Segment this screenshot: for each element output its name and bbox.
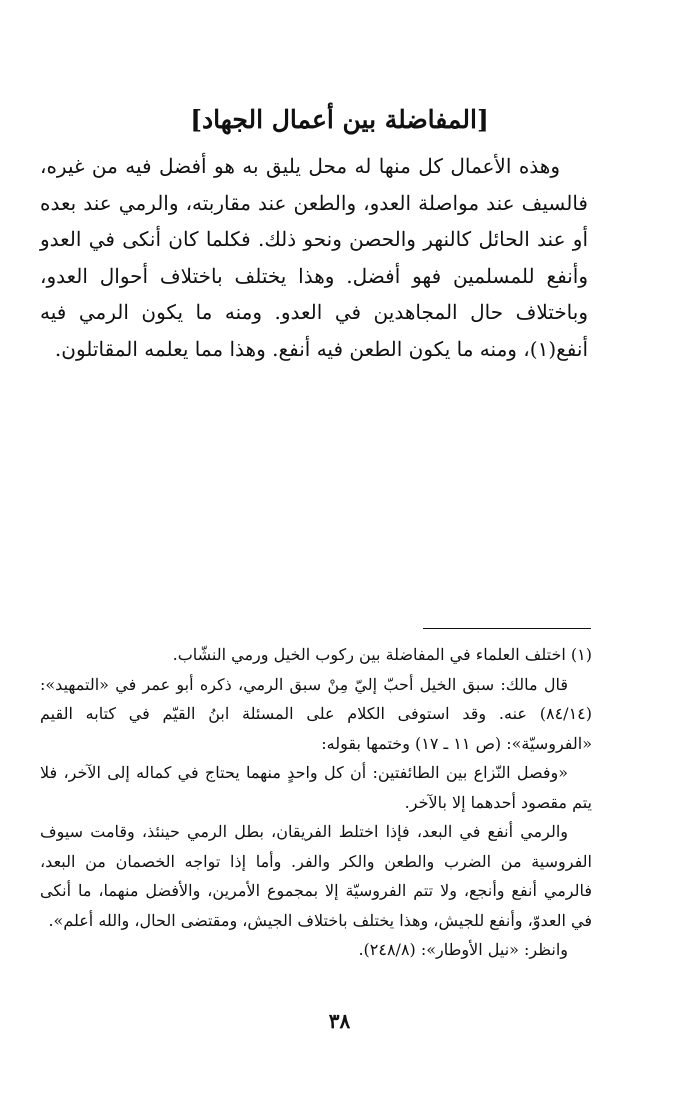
footnote-1: (١) اختلف العلماء في المفاضلة بين ركوب الخيل ورمي النشّاب. <box>172 645 592 664</box>
footnote-quote-continued: والرمي أنفع في البعد، فإذا اختلط الفريقان، بطل الرمي حينئذ، وقامت سيوف الفروسية من الضرب والطعن والكر والفر. وأما إذا تواجه الخصمان من البعد، فالرمي أنفع وأنجع، ولا تتم الفروسيّة إلا بمجموع الأمرين، والأفضل منهما، ما أنكى في العدوّ، وأنفع للجيش، وهذا يختلف باختلاف الجيش، ومقتضى الحال، والله أعلم». <box>40 822 592 930</box>
footnote-reference: وانظر: «نيل الأوطار»: (٢٤٨/٨). <box>358 940 568 959</box>
main-body <box>40 148 588 367</box>
page-number: ٣٨ <box>328 1009 351 1033</box>
footnote-quote-malik: قال مالك: سبق الخيل أحبّ إليّ مِنْ سبق الرمي، ذكره أبو عمر في «التمهيد»: (٨٤/١٤) عنه. وقد استوفى الكلام على المسئلة ابنُ القيّم في كتابه القيم «الفروسيّة»: (ص ١١ ـ ١٧) وختمها بقوله: <box>40 674 592 753</box>
section-title: [المفاضلة بين أعمال الجهاد] <box>190 105 489 134</box>
footnote-quote-ibn-qayyim: «وفصل النّزاع بين الطائفتين: أن كل واحدٍ منهما يحتاج في كماله إلى الآخر، فلا يتم مقصود أحدهما إلا بالآخر. <box>40 763 592 812</box>
main-paragraph: وهذه الأعمال كل منها له محل يليق به هو أفضل فيه من غيره، فالسيف عند مواصلة العدو، والطعن عند مقاربته، والرمي عند بعده أو عند الحائل كالنهر والحصن ونحو ذلك. فكلما كان أنكى في العدو وأنفع للمسلمين فهو أفضل. وهذا يختلف باختلاف أحوال العدو، وباختلاف حال المجاهدين في العدو. ومنه ما يكون الرمي فيه أنفع(١)، ومنه ما يكون الطعن فيه أنفع. وهذا مما يعلمه المقاتلون. <box>40 154 588 361</box>
footnotes <box>40 640 592 965</box>
footnote-separator <box>423 628 591 629</box>
